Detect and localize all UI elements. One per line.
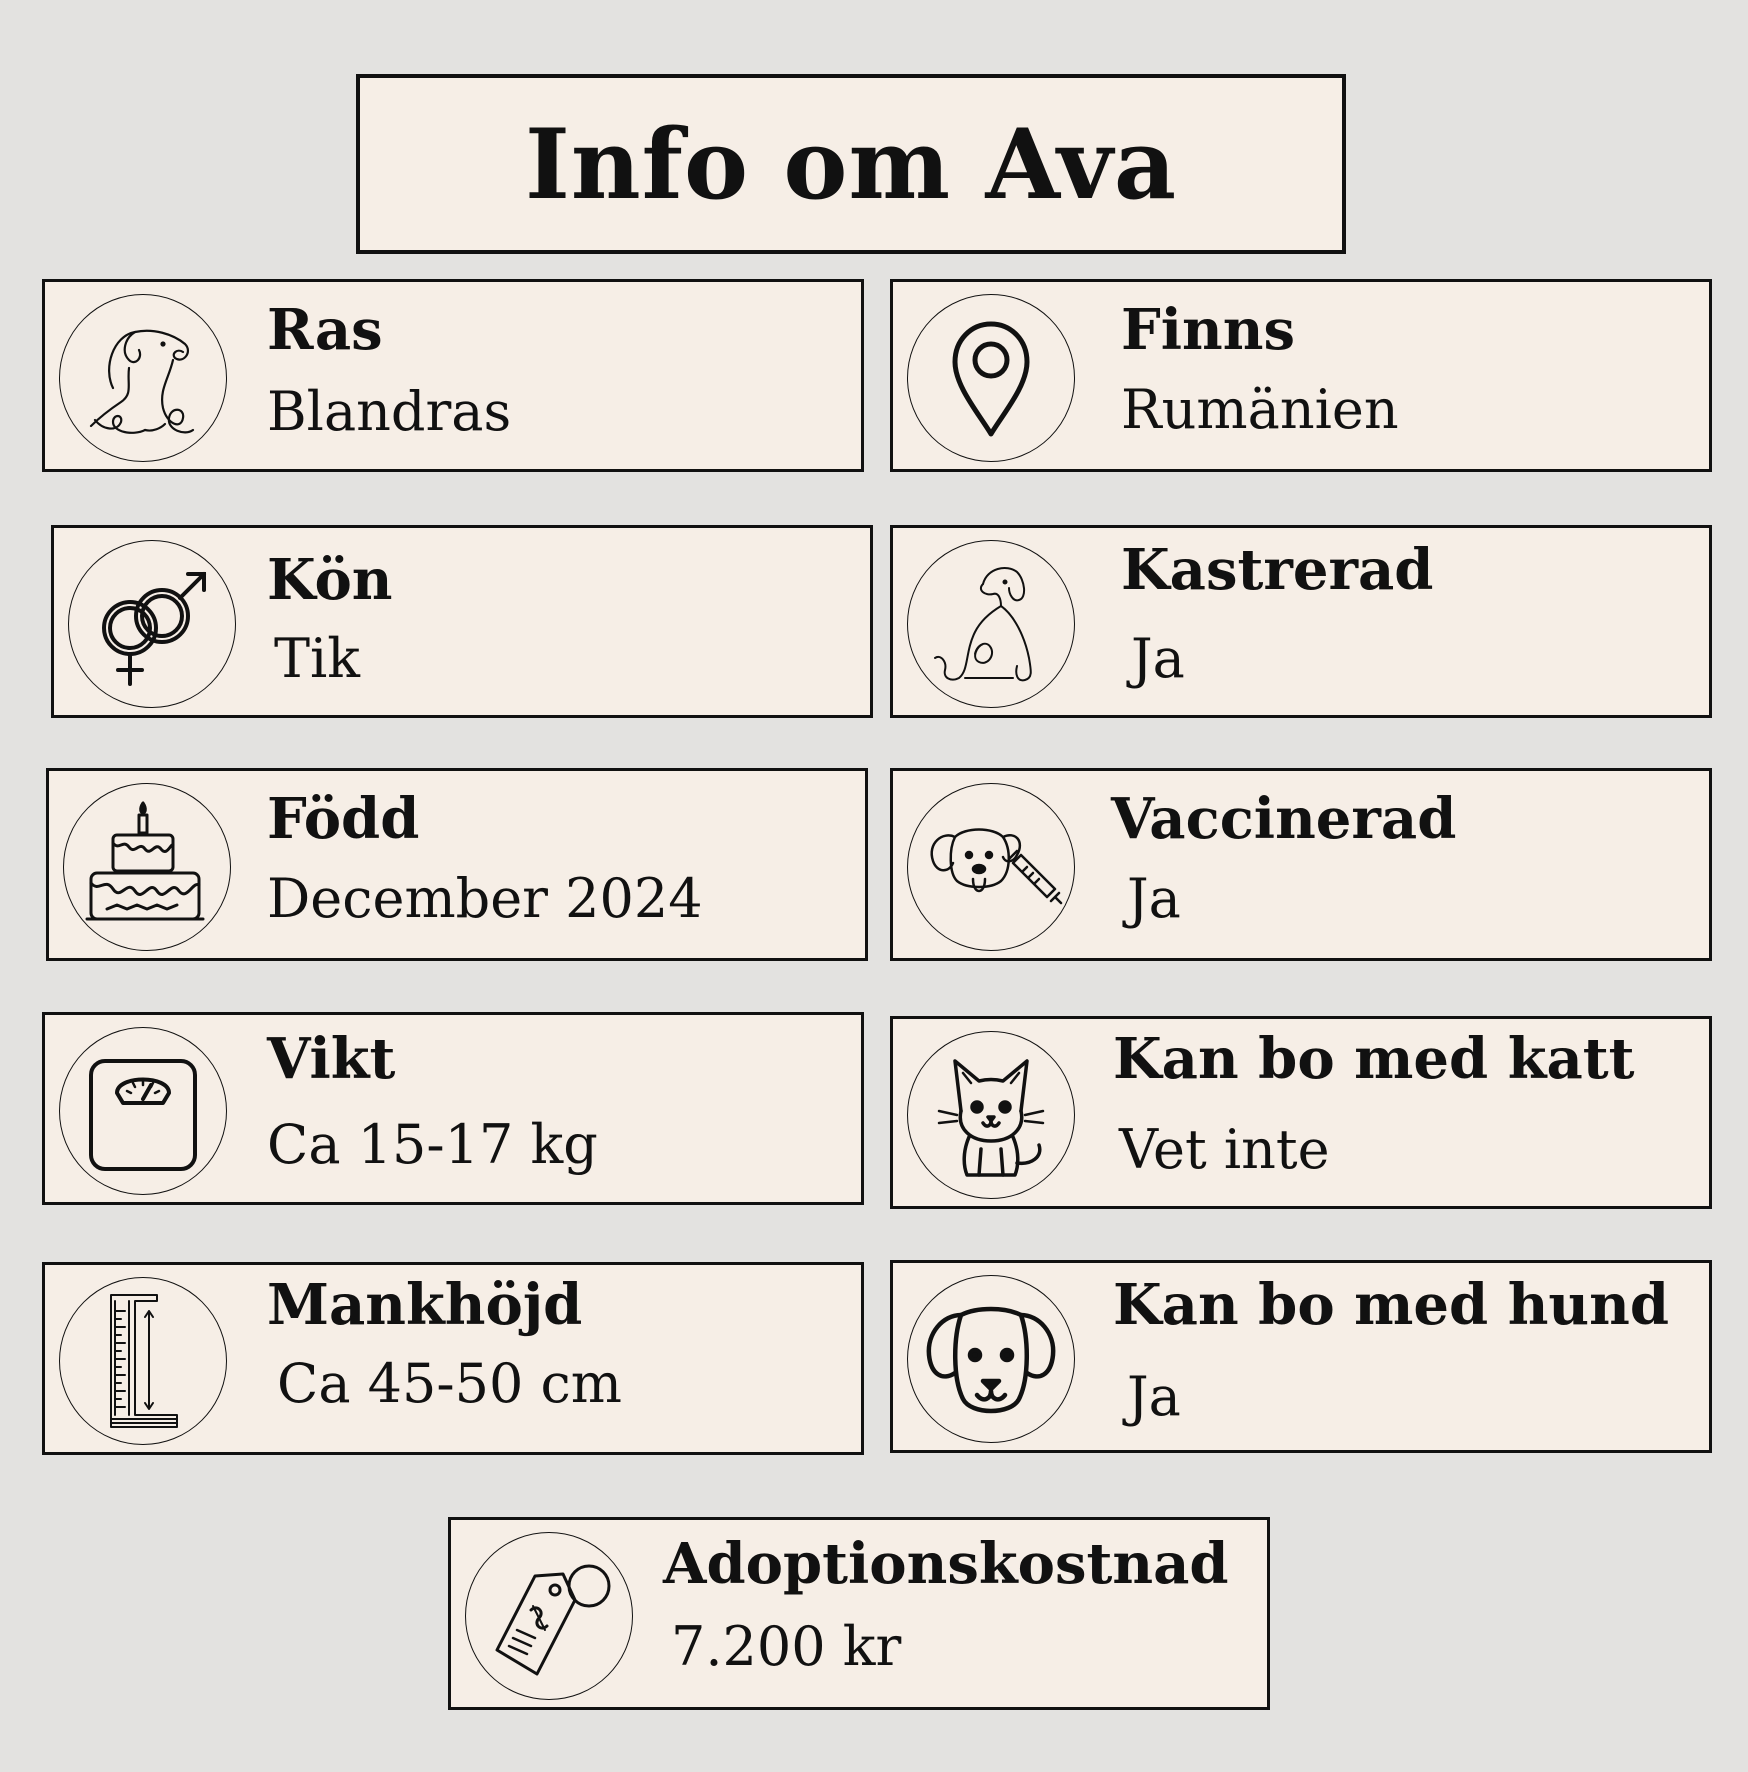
info-card-fodd: [46, 768, 868, 961]
info-label: Vaccinerad: [1111, 786, 1457, 852]
gender-symbols-icon: [68, 540, 236, 708]
info-label: Kastrerad: [1121, 537, 1434, 603]
info-card-kon: [51, 525, 873, 718]
info-card-hund: [890, 1260, 1712, 1453]
info-card-kastrerad: [890, 525, 1712, 718]
sitting-dog-icon: [907, 540, 1075, 708]
info-value: December 2024: [267, 867, 703, 930]
info-label: Ras: [267, 297, 383, 363]
info-value: Tik: [274, 627, 361, 690]
info-label: Vikt: [267, 1026, 396, 1092]
info-card-vikt: [42, 1012, 864, 1205]
info-label: Född: [267, 786, 420, 852]
page-title: Info om Ava: [524, 107, 1178, 221]
location-pin-icon: [907, 294, 1075, 462]
info-label: Kan bo med katt: [1113, 1026, 1635, 1092]
info-card-ras: [42, 279, 864, 472]
info-value: Ca 15-17 kg: [267, 1113, 598, 1176]
dog-line-drawing-icon: [59, 294, 227, 462]
info-card-vaccinerad: [890, 768, 1712, 961]
cat-icon: [907, 1031, 1075, 1199]
info-card-adoptionskostnad: [448, 1517, 1270, 1710]
info-value: Ca 45-50 cm: [277, 1352, 622, 1415]
price-tag-icon: [465, 1532, 633, 1700]
info-label: Finns: [1121, 297, 1295, 363]
height-ruler-icon: [59, 1277, 227, 1445]
birthday-cake-icon: [63, 783, 231, 951]
dog-face-icon: [907, 1275, 1075, 1443]
info-card-katt: [890, 1016, 1712, 1209]
weight-scale-icon: [59, 1027, 227, 1195]
info-value: Ja: [1131, 627, 1185, 690]
title-box: [356, 74, 1346, 254]
info-value: Rumänien: [1121, 378, 1399, 441]
info-card-mankhojd: [42, 1262, 864, 1455]
info-label: Mankhöjd: [267, 1272, 583, 1338]
info-label: Kön: [267, 547, 393, 613]
info-value: Ja: [1127, 1365, 1181, 1428]
info-value: Ja: [1127, 867, 1181, 930]
info-label: Adoptionskostnad: [663, 1531, 1229, 1597]
info-value: Blandras: [267, 380, 512, 443]
info-value: Vet inte: [1119, 1118, 1330, 1181]
dog-syringe-icon: [907, 783, 1075, 951]
info-value: 7.200 kr: [671, 1615, 902, 1678]
info-card-finns: [890, 279, 1712, 472]
info-label: Kan bo med hund: [1113, 1272, 1670, 1338]
